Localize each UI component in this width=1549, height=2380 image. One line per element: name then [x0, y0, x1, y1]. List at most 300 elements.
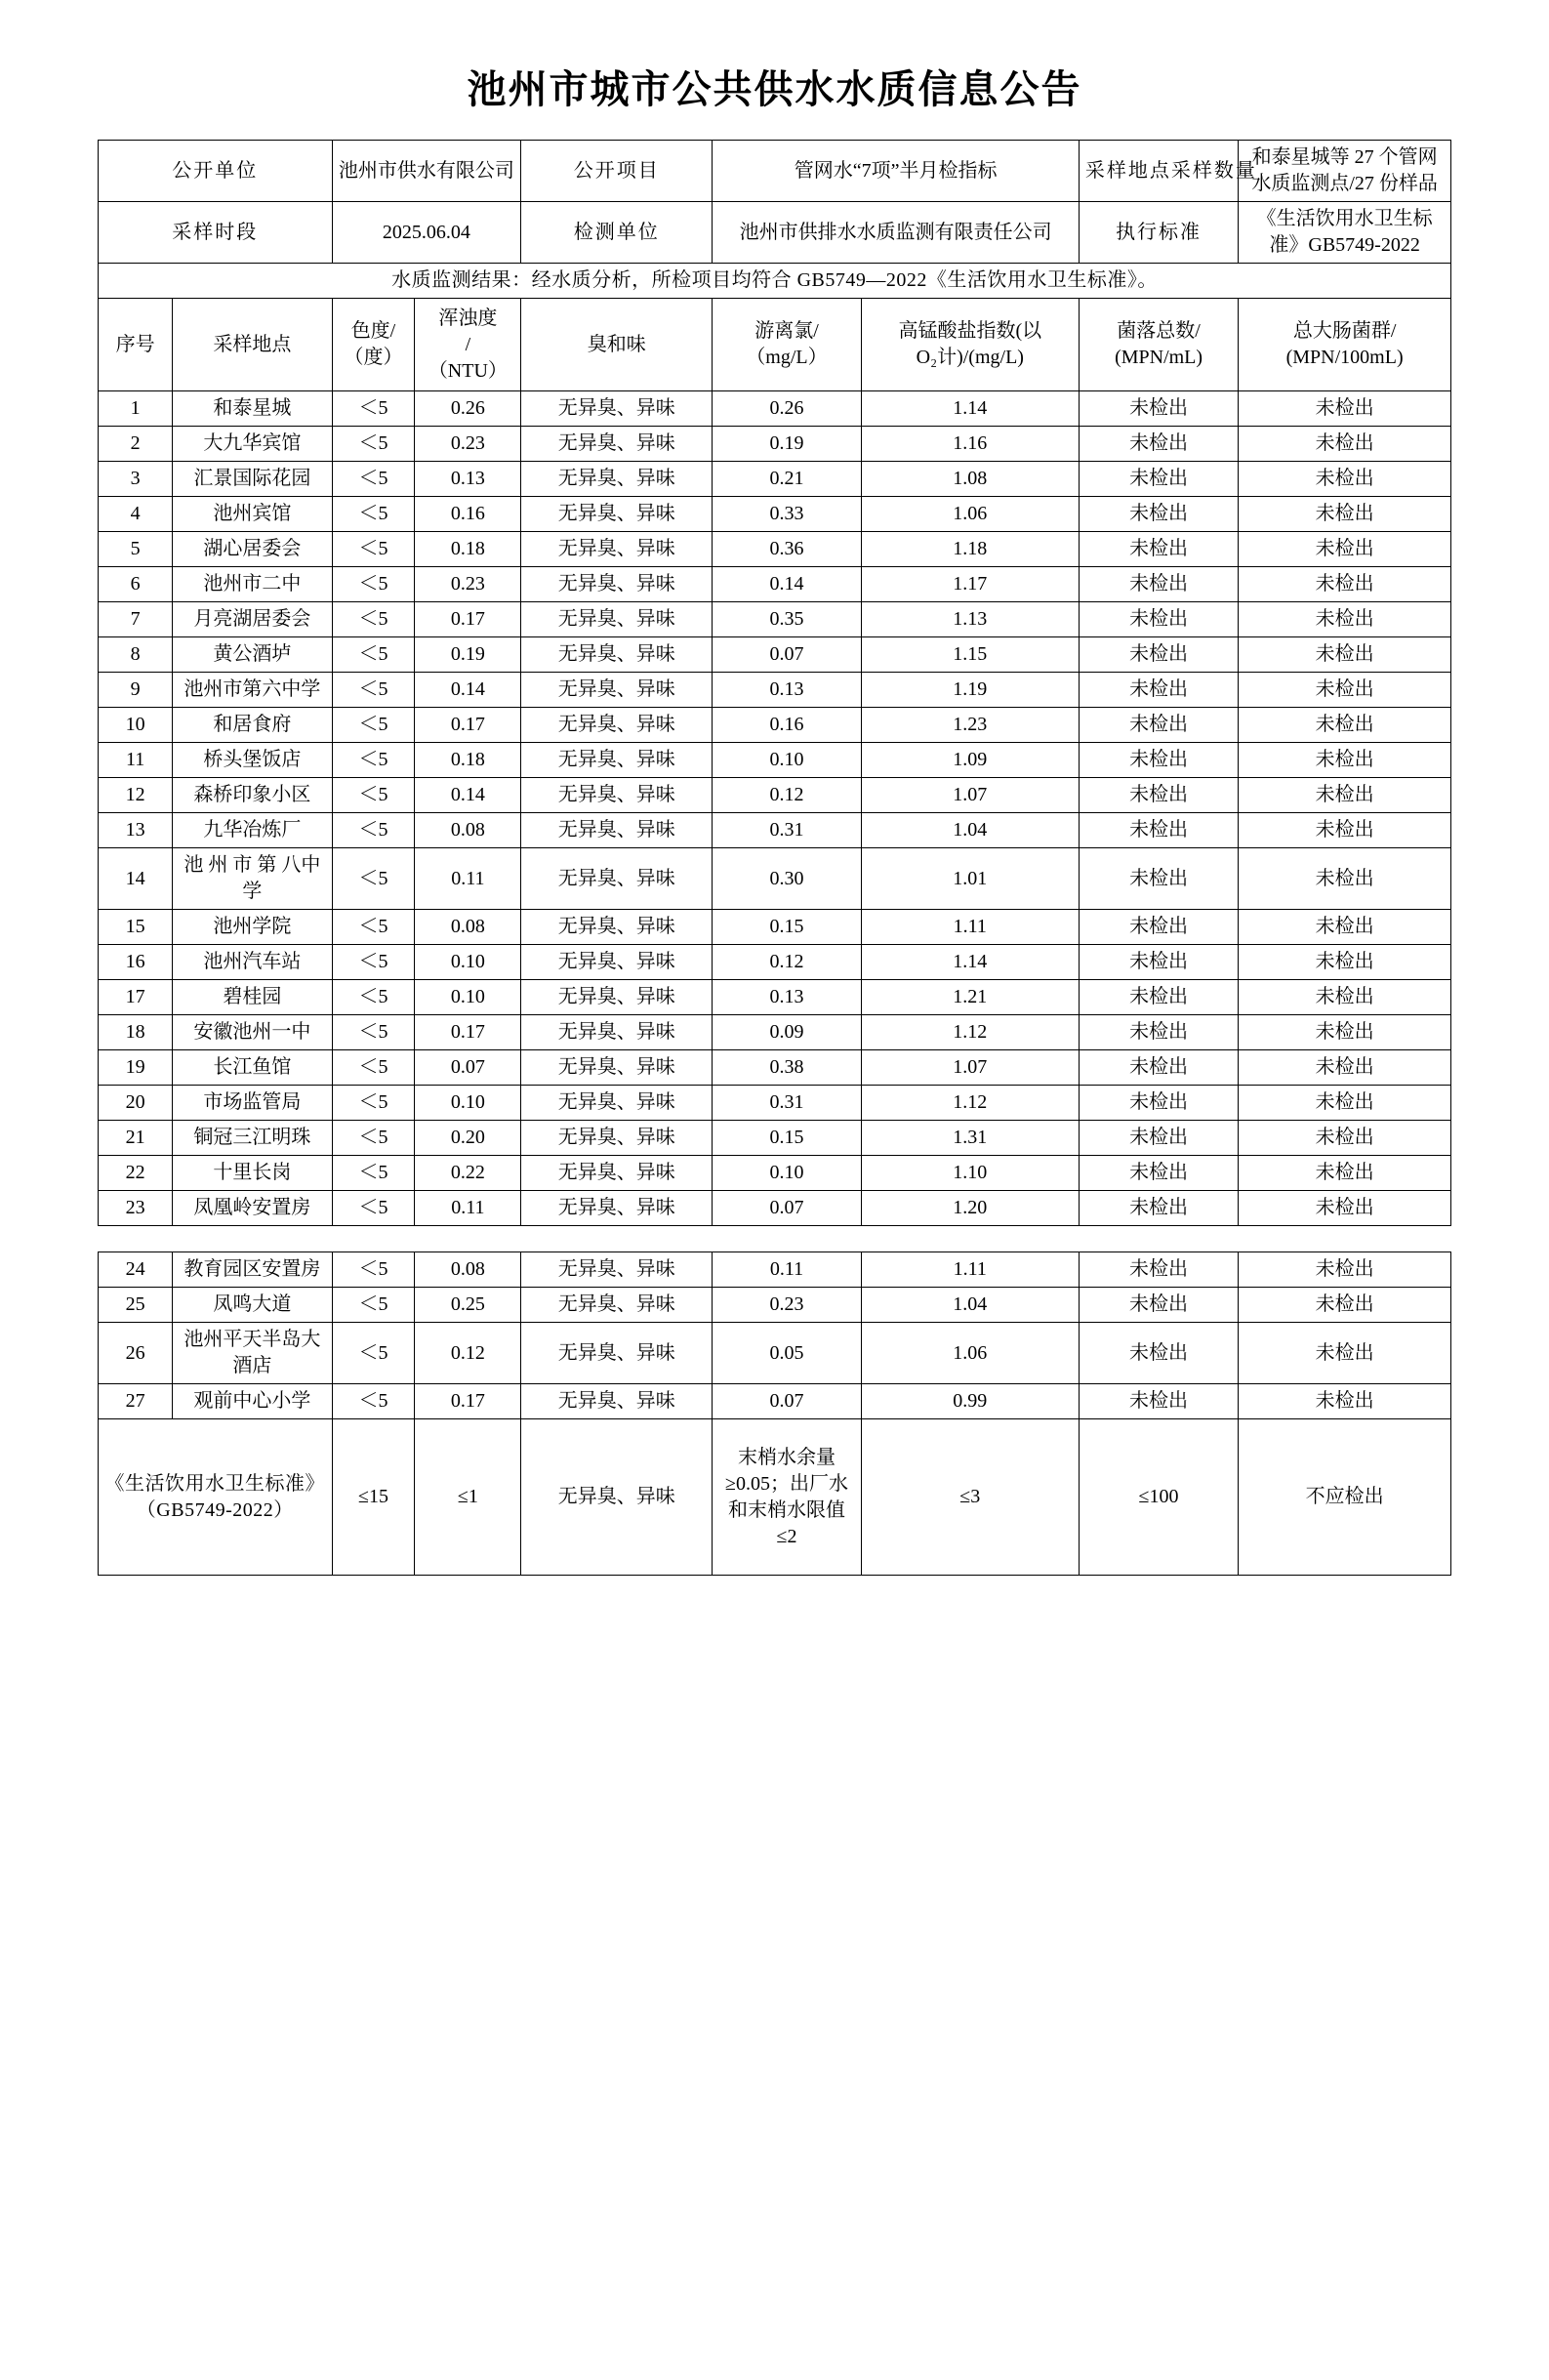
cell-turbidity: 0.18 [415, 743, 521, 778]
cell-bacteria: 未检出 [1079, 1323, 1238, 1384]
col-header-bacteria-line2: (MPN/mL) [1115, 347, 1203, 368]
cell-coliform: 未检出 [1239, 1252, 1451, 1288]
cell-coliform: 未检出 [1239, 1015, 1451, 1050]
label-sample-period: 采样时段 [99, 202, 333, 264]
cell-coliform: 未检出 [1239, 1050, 1451, 1086]
cell-permanganate: 1.04 [861, 1288, 1079, 1323]
cell-bacteria: 未检出 [1079, 1050, 1238, 1086]
cell-site: 湖心居委会 [173, 532, 332, 567]
header-row-1 [99, 141, 1451, 202]
col-header-coliform-line2: (MPN/100mL) [1285, 347, 1404, 368]
cell-permanganate: 1.04 [861, 813, 1079, 848]
cell-no: 11 [99, 743, 173, 778]
cell-permanganate: 1.14 [861, 391, 1079, 427]
cell-chlorine: 0.36 [713, 532, 861, 567]
cell-coliform: 未检出 [1239, 1156, 1451, 1191]
label-publish-project: 公开项目 [521, 141, 713, 202]
standard-coliform: 不应检出 [1239, 1419, 1451, 1576]
cell-odor: 无异臭、异味 [521, 980, 713, 1015]
cell-permanganate: 1.17 [861, 567, 1079, 602]
cell-permanganate: 1.12 [861, 1015, 1079, 1050]
cell-site: 教育园区安置房 [173, 1252, 332, 1288]
cell-color: ＜5 [332, 1015, 415, 1050]
label-publish-unit: 公开单位 [99, 141, 333, 202]
cell-color: ＜5 [332, 1252, 415, 1288]
cell-permanganate: 1.15 [861, 637, 1079, 673]
cell-turbidity: 0.25 [415, 1288, 521, 1323]
cell-color: ＜5 [332, 813, 415, 848]
col-header-permanganate-line1: 高锰酸盐指数(以 [898, 320, 1042, 342]
cell-color: ＜5 [332, 637, 415, 673]
table-row [99, 1156, 1451, 1191]
standard-limits-row [99, 1419, 1451, 1576]
table-row [99, 1086, 1451, 1121]
col-header-color-line2: （度） [344, 347, 403, 368]
cell-site: 铜冠三江明珠 [173, 1121, 332, 1156]
cell-chlorine: 0.30 [713, 848, 861, 910]
cell-bacteria: 未检出 [1079, 1121, 1238, 1156]
cell-no: 20 [99, 1086, 173, 1121]
cell-chlorine: 0.26 [713, 391, 861, 427]
cell-coliform: 未检出 [1239, 1191, 1451, 1226]
cell-turbidity: 0.10 [415, 945, 521, 980]
cell-no: 6 [99, 567, 173, 602]
cell-no: 26 [99, 1323, 173, 1384]
col-header-chlorine-line1: 游离氯/ [754, 320, 819, 342]
cell-no: 25 [99, 1288, 173, 1323]
cell-no: 14 [99, 848, 173, 910]
cell-color: ＜5 [332, 567, 415, 602]
value-publish-unit: 池州市供水有限公司 [332, 141, 521, 202]
cell-coliform: 未检出 [1239, 1121, 1451, 1156]
col-header-turbidity-line1: 浑浊度 [438, 307, 498, 329]
cell-color: ＜5 [332, 1156, 415, 1191]
cell-color: ＜5 [332, 532, 415, 567]
cell-permanganate: 1.07 [861, 1050, 1079, 1086]
cell-turbidity: 0.12 [415, 1323, 521, 1384]
cell-coliform: 未检出 [1239, 532, 1451, 567]
cell-permanganate: 1.08 [861, 462, 1079, 497]
cell-bacteria: 未检出 [1079, 673, 1238, 708]
cell-chlorine: 0.21 [713, 462, 861, 497]
cell-bacteria: 未检出 [1079, 532, 1238, 567]
cell-chlorine: 0.07 [713, 637, 861, 673]
table-row [99, 497, 1451, 532]
table-row [99, 427, 1451, 462]
value-sample-location-count: 和泰星城等 27 个管网水质监测点/27 份样品 [1239, 141, 1451, 202]
cell-color: ＜5 [332, 427, 415, 462]
cell-turbidity: 0.23 [415, 427, 521, 462]
cell-no: 4 [99, 497, 173, 532]
col-header-chlorine [713, 299, 861, 391]
cell-permanganate: 1.12 [861, 1086, 1079, 1121]
cell-bacteria: 未检出 [1079, 1384, 1238, 1419]
cell-no: 9 [99, 673, 173, 708]
cell-bacteria: 未检出 [1079, 945, 1238, 980]
cell-site: 池州学院 [173, 910, 332, 945]
cell-site: 九华冶炼厂 [173, 813, 332, 848]
cell-turbidity: 0.18 [415, 532, 521, 567]
cell-color: ＜5 [332, 1288, 415, 1323]
table-row [99, 778, 1451, 813]
standard-odor: 无异臭、异味 [521, 1419, 713, 1576]
cell-permanganate: 1.18 [861, 532, 1079, 567]
standard-bacteria: ≤100 [1079, 1419, 1238, 1576]
value-sample-period: 2025.06.04 [332, 202, 521, 264]
cell-turbidity: 0.17 [415, 602, 521, 637]
cell-color: ＜5 [332, 602, 415, 637]
value-standard: 《生活饮用水卫生标准》GB5749-2022 [1239, 202, 1451, 264]
cell-chlorine: 0.23 [713, 1288, 861, 1323]
cell-bacteria: 未检出 [1079, 848, 1238, 910]
cell-turbidity: 0.11 [415, 848, 521, 910]
cell-bacteria: 未检出 [1079, 1252, 1238, 1288]
cell-no: 22 [99, 1156, 173, 1191]
cell-odor: 无异臭、异味 [521, 1121, 713, 1156]
table-row [99, 391, 1451, 427]
cell-permanganate: 1.06 [861, 497, 1079, 532]
cell-chlorine: 0.10 [713, 1156, 861, 1191]
cell-site: 凤鸣大道 [173, 1288, 332, 1323]
cell-site: 长江鱼馆 [173, 1050, 332, 1086]
cell-site: 安徽池州一中 [173, 1015, 332, 1050]
cell-site: 黄公酒垆 [173, 637, 332, 673]
col-header-bacteria-line1: 菌落总数/ [1117, 320, 1201, 342]
cell-odor: 无异臭、异味 [521, 1288, 713, 1323]
cell-permanganate: 1.01 [861, 848, 1079, 910]
cell-no: 18 [99, 1015, 173, 1050]
cell-no: 13 [99, 813, 173, 848]
cell-odor: 无异臭、异味 [521, 945, 713, 980]
cell-coliform: 未检出 [1239, 462, 1451, 497]
cell-no: 3 [99, 462, 173, 497]
col-header-coliform [1239, 299, 1451, 391]
cell-chlorine: 0.33 [713, 497, 861, 532]
cell-site: 大九华宾馆 [173, 427, 332, 462]
cell-odor: 无异臭、异味 [521, 567, 713, 602]
cell-coliform: 未检出 [1239, 708, 1451, 743]
cell-site: 观前中心小学 [173, 1384, 332, 1419]
cell-site: 和泰星城 [173, 391, 332, 427]
value-test-unit: 池州市供排水水质监测有限责任公司 [713, 202, 1080, 264]
cell-bacteria: 未检出 [1079, 567, 1238, 602]
cell-chlorine: 0.15 [713, 910, 861, 945]
standard-turbidity: ≤1 [415, 1419, 521, 1576]
cell-bacteria: 未检出 [1079, 427, 1238, 462]
table-row [99, 1323, 1451, 1384]
col-header-bacteria [1079, 299, 1238, 391]
cell-chlorine: 0.12 [713, 778, 861, 813]
standard-name: 《生活饮用水卫生标准》（GB5749-2022） [99, 1419, 333, 1576]
label-test-unit: 检测单位 [521, 202, 713, 264]
cell-turbidity: 0.17 [415, 1384, 521, 1419]
cell-coliform: 未检出 [1239, 910, 1451, 945]
cell-odor: 无异臭、异味 [521, 1191, 713, 1226]
water-quality-table-continued [98, 1252, 1451, 1576]
cell-turbidity: 0.17 [415, 708, 521, 743]
cell-site: 池州市二中 [173, 567, 332, 602]
result-note-row [99, 264, 1451, 299]
cell-no: 19 [99, 1050, 173, 1086]
col-header-permanganate-line2: 计)/(mg/L) [937, 347, 1024, 368]
cell-odor: 无异臭、异味 [521, 813, 713, 848]
cell-odor: 无异臭、异味 [521, 1050, 713, 1086]
cell-color: ＜5 [332, 462, 415, 497]
cell-color: ＜5 [332, 1086, 415, 1121]
col-header-permanganate [861, 299, 1079, 391]
col-header-permanganate-sub: O₂ [916, 347, 938, 368]
cell-site: 和居食府 [173, 708, 332, 743]
cell-odor: 无异臭、异味 [521, 637, 713, 673]
cell-odor: 无异臭、异味 [521, 848, 713, 910]
cell-odor: 无异臭、异味 [521, 1015, 713, 1050]
cell-chlorine: 0.10 [713, 743, 861, 778]
value-publish-project: 管网水“7项”半月检指标 [713, 141, 1080, 202]
cell-bacteria: 未检出 [1079, 1191, 1238, 1226]
cell-color: ＜5 [332, 980, 415, 1015]
cell-permanganate: 1.06 [861, 1323, 1079, 1384]
cell-odor: 无异臭、异味 [521, 1086, 713, 1121]
cell-no: 12 [99, 778, 173, 813]
cell-bacteria: 未检出 [1079, 1288, 1238, 1323]
table-row [99, 743, 1451, 778]
cell-color: ＜5 [332, 1050, 415, 1086]
cell-color: ＜5 [332, 673, 415, 708]
cell-color: ＜5 [332, 1323, 415, 1384]
cell-chlorine: 0.38 [713, 1050, 861, 1086]
cell-site: 池 州 市 第 八中学 [173, 848, 332, 910]
cell-bacteria: 未检出 [1079, 1156, 1238, 1191]
cell-permanganate: 1.14 [861, 945, 1079, 980]
cell-bacteria: 未检出 [1079, 743, 1238, 778]
cell-site: 桥头堡饭店 [173, 743, 332, 778]
table-row [99, 813, 1451, 848]
cell-site: 池州平天半岛大酒店 [173, 1323, 332, 1384]
cell-no: 21 [99, 1121, 173, 1156]
cell-permanganate: 1.07 [861, 778, 1079, 813]
cell-coliform: 未检出 [1239, 980, 1451, 1015]
cell-chlorine: 0.15 [713, 1121, 861, 1156]
cell-coliform: 未检出 [1239, 848, 1451, 910]
cell-no: 2 [99, 427, 173, 462]
cell-turbidity: 0.17 [415, 1015, 521, 1050]
cell-bacteria: 未检出 [1079, 1015, 1238, 1050]
cell-odor: 无异臭、异味 [521, 427, 713, 462]
cell-site: 森桥印象小区 [173, 778, 332, 813]
cell-coliform: 未检出 [1239, 1323, 1451, 1384]
cell-color: ＜5 [332, 743, 415, 778]
cell-coliform: 未检出 [1239, 673, 1451, 708]
label-sample-location-count: 采样地点采样数量 [1079, 141, 1238, 202]
table-row [99, 532, 1451, 567]
cell-color: ＜5 [332, 708, 415, 743]
table-row [99, 567, 1451, 602]
cell-no: 24 [99, 1252, 173, 1288]
page-title: 池州市城市公共供水水质信息公告 [467, 67, 1082, 111]
table-row [99, 1252, 1451, 1288]
cell-turbidity: 0.08 [415, 1252, 521, 1288]
cell-chlorine: 0.31 [713, 1086, 861, 1121]
cell-site: 市场监管局 [173, 1086, 332, 1121]
cell-permanganate: 1.16 [861, 427, 1079, 462]
cell-turbidity: 0.08 [415, 910, 521, 945]
col-header-chlorine-line2: （mg/L） [746, 347, 828, 368]
cell-odor: 无异臭、异味 [521, 1323, 713, 1384]
cell-permanganate: 1.09 [861, 743, 1079, 778]
cell-turbidity: 0.22 [415, 1156, 521, 1191]
cell-permanganate: 1.31 [861, 1121, 1079, 1156]
cell-chlorine: 0.13 [713, 980, 861, 1015]
table-row [99, 637, 1451, 673]
cell-chlorine: 0.09 [713, 1015, 861, 1050]
cell-odor: 无异臭、异味 [521, 673, 713, 708]
cell-chlorine: 0.14 [713, 567, 861, 602]
cell-turbidity: 0.19 [415, 637, 521, 673]
cell-permanganate: 1.13 [861, 602, 1079, 637]
cell-turbidity: 0.16 [415, 497, 521, 532]
cell-bacteria: 未检出 [1079, 813, 1238, 848]
cell-permanganate: 1.11 [861, 910, 1079, 945]
cell-turbidity: 0.26 [415, 391, 521, 427]
cell-color: ＜5 [332, 910, 415, 945]
col-header-turbidity-line3: （NTU） [428, 359, 508, 382]
cell-chlorine: 0.07 [713, 1384, 861, 1419]
cell-chlorine: 0.11 [713, 1252, 861, 1288]
table-row [99, 1015, 1451, 1050]
table-row [99, 1288, 1451, 1323]
cell-turbidity: 0.23 [415, 567, 521, 602]
cell-odor: 无异臭、异味 [521, 910, 713, 945]
cell-coliform: 未检出 [1239, 945, 1451, 980]
cell-site: 池州市第六中学 [173, 673, 332, 708]
cell-turbidity: 0.10 [415, 980, 521, 1015]
cell-coliform: 未检出 [1239, 1384, 1451, 1419]
cell-color: ＜5 [332, 848, 415, 910]
cell-bacteria: 未检出 [1079, 708, 1238, 743]
label-standard: 执行标准 [1079, 202, 1238, 264]
cell-chlorine: 0.13 [713, 673, 861, 708]
cell-odor: 无异臭、异味 [521, 532, 713, 567]
column-header-row [99, 299, 1451, 391]
cell-bacteria: 未检出 [1079, 980, 1238, 1015]
cell-bacteria: 未检出 [1079, 462, 1238, 497]
cell-bacteria: 未检出 [1079, 602, 1238, 637]
cell-permanganate: 1.23 [861, 708, 1079, 743]
cell-no: 17 [99, 980, 173, 1015]
cell-color: ＜5 [332, 497, 415, 532]
col-header-color-line1: 色度/ [350, 320, 396, 342]
cell-coliform: 未检出 [1239, 567, 1451, 602]
cell-turbidity: 0.13 [415, 462, 521, 497]
cell-color: ＜5 [332, 945, 415, 980]
cell-odor: 无异臭、异味 [521, 1384, 713, 1419]
cell-permanganate: 1.19 [861, 673, 1079, 708]
table-row [99, 1191, 1451, 1226]
cell-coliform: 未检出 [1239, 778, 1451, 813]
cell-turbidity: 0.08 [415, 813, 521, 848]
water-quality-table [98, 140, 1451, 1226]
cell-color: ＜5 [332, 1121, 415, 1156]
cell-site: 池州汽车站 [173, 945, 332, 980]
cell-no: 8 [99, 637, 173, 673]
cell-bacteria: 未检出 [1079, 497, 1238, 532]
cell-no: 5 [99, 532, 173, 567]
cell-site: 碧桂园 [173, 980, 332, 1015]
col-header-site: 采样地点 [173, 299, 332, 391]
table-row [99, 602, 1451, 637]
cell-color: ＜5 [332, 778, 415, 813]
cell-no: 16 [99, 945, 173, 980]
standard-color: ≤15 [332, 1419, 415, 1576]
cell-no: 23 [99, 1191, 173, 1226]
cell-color: ＜5 [332, 1191, 415, 1226]
cell-chlorine: 0.19 [713, 427, 861, 462]
cell-no: 27 [99, 1384, 173, 1419]
table-row [99, 1050, 1451, 1086]
cell-turbidity: 0.10 [415, 1086, 521, 1121]
cell-coliform: 未检出 [1239, 637, 1451, 673]
cell-coliform: 未检出 [1239, 743, 1451, 778]
cell-odor: 无异臭、异味 [521, 497, 713, 532]
cell-odor: 无异臭、异味 [521, 1252, 713, 1288]
table-row [99, 945, 1451, 980]
cell-permanganate: 1.10 [861, 1156, 1079, 1191]
cell-no: 10 [99, 708, 173, 743]
cell-coliform: 未检出 [1239, 1086, 1451, 1121]
col-header-turbidity [415, 299, 521, 391]
cell-odor: 无异臭、异味 [521, 778, 713, 813]
cell-bacteria: 未检出 [1079, 391, 1238, 427]
cell-coliform: 未检出 [1239, 1288, 1451, 1323]
cell-chlorine: 0.31 [713, 813, 861, 848]
cell-coliform: 未检出 [1239, 427, 1451, 462]
cell-odor: 无异臭、异味 [521, 708, 713, 743]
cell-chlorine: 0.16 [713, 708, 861, 743]
standard-chlorine: 末梢水余量≥0.05；出厂水和末梢水限值≤2 [713, 1419, 861, 1576]
cell-coliform: 未检出 [1239, 391, 1451, 427]
col-header-color [332, 299, 415, 391]
cell-site: 池州宾馆 [173, 497, 332, 532]
cell-permanganate: 0.99 [861, 1384, 1079, 1419]
cell-odor: 无异臭、异味 [521, 391, 713, 427]
cell-permanganate: 1.20 [861, 1191, 1079, 1226]
cell-coliform: 未检出 [1239, 497, 1451, 532]
cell-odor: 无异臭、异味 [521, 1156, 713, 1191]
standard-permanganate: ≤3 [861, 1419, 1079, 1576]
cell-bacteria: 未检出 [1079, 778, 1238, 813]
result-note: 水质监测结果：经水质分析，所检项目均符合 GB5749—2022《生活饮用水卫生标准》。 [99, 264, 1451, 299]
cell-no: 1 [99, 391, 173, 427]
cell-chlorine: 0.12 [713, 945, 861, 980]
col-header-odor: 臭和味 [521, 299, 713, 391]
col-header-turbidity-line2: / [465, 333, 471, 355]
cell-bacteria: 未检出 [1079, 910, 1238, 945]
col-header-no: 序号 [99, 299, 173, 391]
cell-color: ＜5 [332, 391, 415, 427]
cell-color: ＜5 [332, 1384, 415, 1419]
table-row [99, 848, 1451, 910]
cell-no: 7 [99, 602, 173, 637]
table-row [99, 980, 1451, 1015]
table-row [99, 1121, 1451, 1156]
cell-bacteria: 未检出 [1079, 637, 1238, 673]
table-row [99, 673, 1451, 708]
cell-turbidity: 0.14 [415, 673, 521, 708]
cell-turbidity: 0.07 [415, 1050, 521, 1086]
cell-odor: 无异臭、异味 [521, 462, 713, 497]
table-row [99, 1384, 1451, 1419]
cell-chlorine: 0.05 [713, 1323, 861, 1384]
